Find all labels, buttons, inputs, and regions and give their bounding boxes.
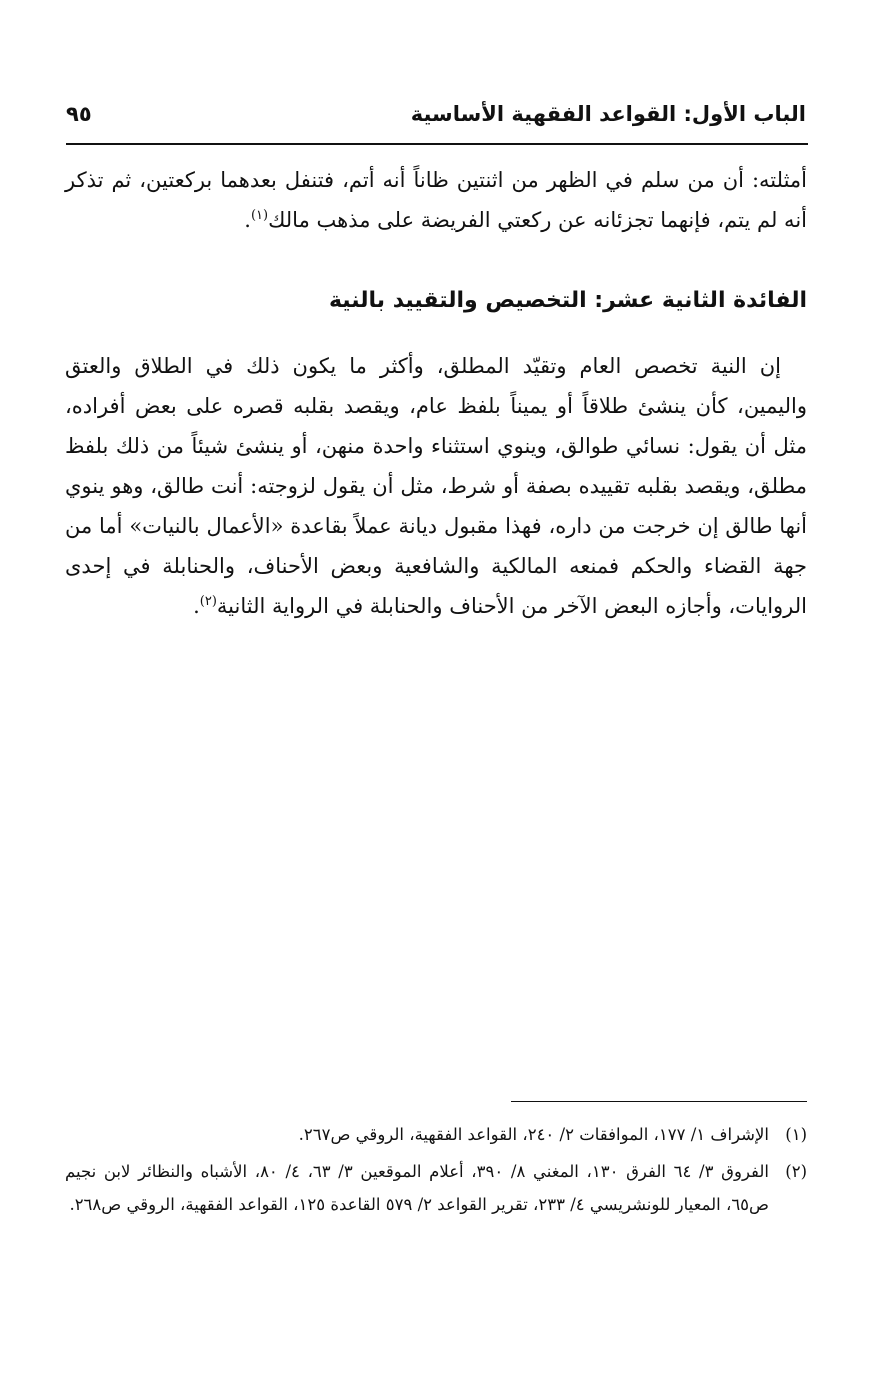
footnote-text: الفروق ٣/ ٦٤ الفرق ١٣٠، المغني ٨/ ٣٩٠، أعلام الموقعين ٣/ ٦٣، ٤/ ٨٠، الأشباه والنظائر لابن نجيم ص٦٥، المعيار للونشريسي ٤/ ٢٣٣، تقرير القواعد ٢/ ٥٧٩ القاعدة ١٢٥، القواعد الفقهية، الروقي ص٢٦٨. [65, 1162, 769, 1214]
footnotes [65, 1118, 807, 1225]
header-rule [66, 143, 808, 145]
paragraph-intention: إن النية تخصص العام وتقيّد المطلق، وأكثر ما يكون ذلك في الطلاق والعتق واليمين، كأن ينشئ طلاقاً أو يميناً بلفظ عام، ويقصد بقلبه قصره على بعض أفراده، مثل أن يقول: نسائي طوالق، وينوي استثناء واحدة منهن، أو ينشئ شيئاً من ذلك بلفظ مطلق، ويقصد بقلبه تقييده بصفة أو شرط، مثل أن يقول لزوجته: أنت طالق، وهو ينوي أنها طالق إن خرجت من داره، فهذا مقبول ديانة عملاً بقاعدة «الأعمال بالنيات» أما من جهة القضاء والحكم فمنعه المالكية والشافعية وبعض الأحناف، والحنابلة في إحدى الروايات، وأجازه البعض الآخر من الأحناف والحنابلة في الرواية الثانية$^{(٢)}$. [65, 354, 807, 618]
paragraph-examples: أمثلته: أن من سلم في الظهر من اثنتين ظاناً أنه أتم، فتنفل بعدهما بركعتين، ثم تذكر أنه لم يتم، فإنهما تجزئانه عن ركعتي الفريضة على مذهب مالك$^{(١)}$. [65, 168, 807, 232]
paragraph-examples-text: أمثلته: أن من سلم في الظهر من اثنتين ظاناً أنه أتم، فتنفل بعدهما بركعتين، ثم تذكر أنه لم يتم، فإنهما تجزئانه عن ركعتي الفريضة على مذهب مالك [65, 168, 807, 232]
footnote-number: (١) [785, 1125, 807, 1144]
footnote-ref-1: (١) [250, 208, 269, 223]
footnote-rule [511, 1101, 807, 1102]
section-heading: الفائدة الثانية عشر: التخصيص والتقييد بالنية [328, 288, 807, 313]
footnote-item [65, 1118, 807, 1151]
running-title: الباب الأول: القواعد الفقهية الأساسية [410, 102, 806, 126]
footnote-item [65, 1155, 807, 1221]
page-header [66, 98, 806, 138]
footnote-number: (٢) [785, 1162, 807, 1181]
footnote-ref-2: (٢) [199, 594, 217, 609]
page-number: ٩٥ [66, 102, 92, 126]
footnote-text: الإشراف ١/ ١٧٧، الموافقات ٢/ ٢٤٠، القواعد الفقهية، الروقي ص٢٦٧. [298, 1125, 769, 1144]
paragraph-intention-text: إن النية تخصص العام وتقيّد المطلق، وأكثر ما يكون ذلك في الطلاق والعتق واليمين، كأن ينشئ طلاقاً أو يميناً بلفظ عام، ويقصد بقلبه قصره على بعض أفراده، مثل أن يقول: نسائي طوالق، وينوي استثناء واحدة منهن، أو ينشئ شيئاً من ذلك بلفظ مطلق، ويقصد بقلبه تقييده بصفة أو شرط، مثل أن يقول لزوجته: أنت طالق، وهو ينوي أنها طالق إن خرجت من داره، فهذا مقبول ديانة عملاً بقاعدة «الأعمال بالنيات» أما من جهة القضاء والحكم فمنعه المالكية والشافعية وبعض الأحناف، والحنابلة في إحدى الروايات، وأجازه البعض الآخر من الأحناف والحنابلة في الرواية الثانية [65, 354, 807, 618]
